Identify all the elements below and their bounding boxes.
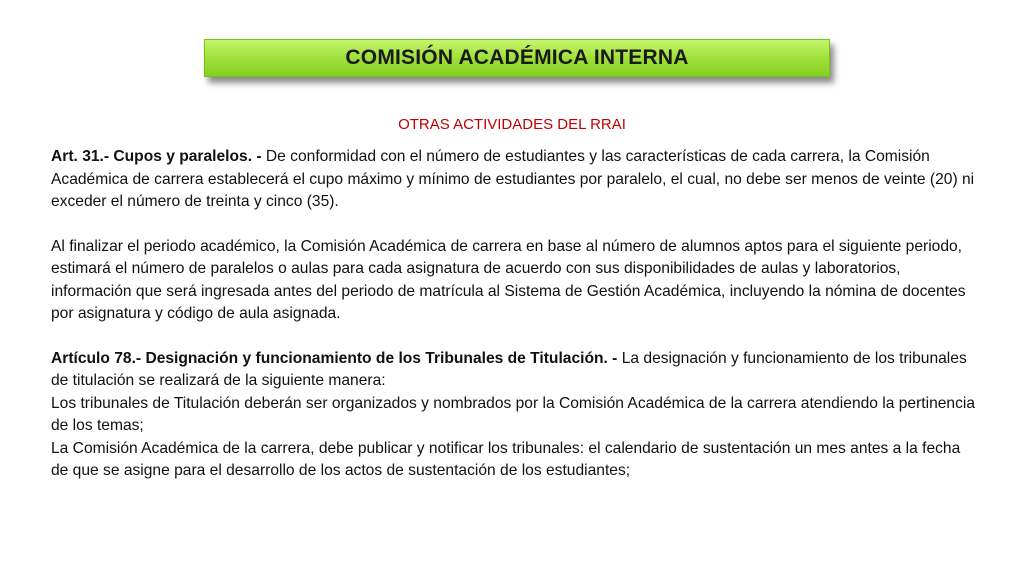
title-banner <box>204 39 830 77</box>
paragraph-spacer <box>51 214 981 236</box>
slide-title: COMISIÓN ACADÉMICA INTERNA <box>345 46 689 69</box>
art-78-text: La designación y funcionamiento de los tribunales de titulación se realizará de la siguiente manera: <box>51 349 967 389</box>
paragraph-periodo: Al finalizar el periodo académico, la Comisión Académica de carrera en base al número de alumnos aptos para el siguiente periodo, estimará el número de paralelos o aulas para cada asignatura de acuerdo con sus disponibilidades de aulas y laboratorios, información que será ingresada antes del periodo de matrícula al Sistema de Gestión Académica, incluyendo la nómina de docentes por asignatura y código de aula asignada. <box>51 237 966 322</box>
art-31-heading: Art. 31.- Cupos y paralelos. - <box>51 148 262 165</box>
paragraph-art-78 <box>51 348 981 393</box>
paragraph-tribunales: Los tribunales de Titulación deberán ser organizados y nombrados por la Comisión Académica de la carrera atendiendo la pertinencia de los temas; <box>51 394 976 434</box>
art-78-heading: Artículo 78.- Designación y funcionamiento de los Tribunales de Titulación. - <box>51 349 618 367</box>
section-subtitle: OTRAS ACTIVIDADES DEL RRAI <box>398 116 626 133</box>
art-31-text: De conformidad con el número de estudiantes y las características de cada carrera, la Comisión Académica de carrera establecerá el cupo máximo y mínimo de estudiantes por paralelo, el cual, no debe ser menos de veinte (20) ni exceder el número de treinta y cinco (35). <box>51 148 975 210</box>
paragraph-spacer <box>51 326 981 348</box>
paragraph-calendario: La Comisión Académica de la carrera, debe publicar y notificar los tribunales: el calendario de sustentación un mes antes a la fecha de que se asigne para el desarrollo de los actos de sustentación de los estudiantes; <box>51 439 961 479</box>
body-content <box>51 146 981 483</box>
paragraph-art-31 <box>51 146 981 214</box>
